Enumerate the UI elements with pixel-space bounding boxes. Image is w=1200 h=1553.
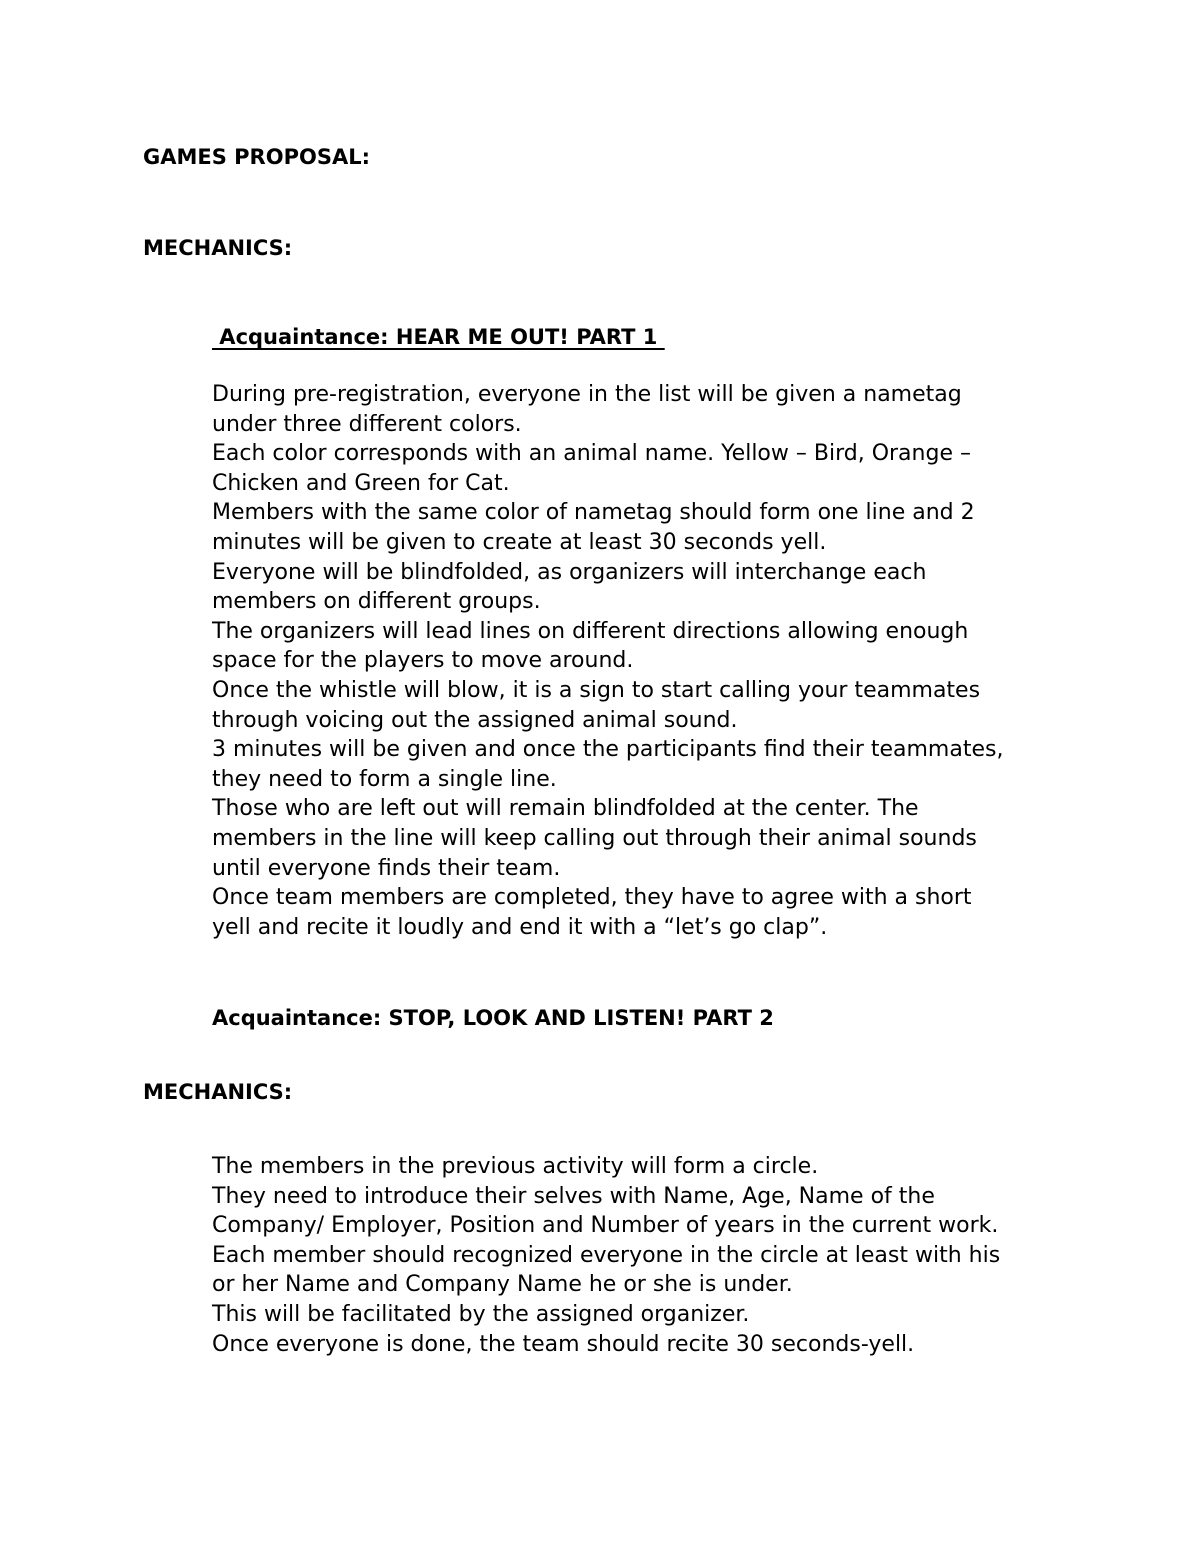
body-line: members on different groups. bbox=[212, 589, 541, 615]
body-line: Those who are left out will remain blindfolded at the center. The bbox=[212, 796, 919, 822]
part1-title-text: Acquaintance: HEAR ME OUT! PART 1 bbox=[212, 325, 665, 349]
body-line: 3 minutes will be given and once the participants find their teammates, bbox=[212, 737, 1004, 763]
body-line: Each color corresponds with an animal name. Yellow – Bird, Orange – bbox=[212, 441, 971, 467]
body-line: Once team members are completed, they have to agree with a short bbox=[212, 885, 972, 911]
body-line: Everyone will be blindfolded, as organizers will interchange each bbox=[212, 559, 927, 585]
body-line: The organizers will lead lines on different directions allowing enough bbox=[212, 618, 969, 644]
part2-mechanics-heading: MECHANICS: bbox=[143, 1080, 293, 1104]
body-line: Each member should recognized everyone in the circle at least with his bbox=[212, 1242, 1001, 1268]
body-line: members in the line will keep calling out through their animal sounds bbox=[212, 825, 977, 851]
body-line: The members in the previous activity will form a circle. bbox=[212, 1154, 819, 1179]
body-line: yell and recite it loudly and end it with a “let’s go clap”. bbox=[212, 914, 828, 940]
body-line: through voicing out the assigned animal sound. bbox=[212, 707, 738, 733]
part1-title bbox=[212, 322, 665, 352]
body-line: until everyone finds their team. bbox=[212, 855, 561, 881]
body-line: or her Name and Company Name he or she is under. bbox=[212, 1272, 793, 1298]
body-line: This will be facilitated by the assigned organizer. bbox=[212, 1301, 750, 1327]
body-line: space for the players to move around. bbox=[212, 648, 634, 674]
body-line: under three different colors. bbox=[212, 411, 522, 437]
mechanics-heading: MECHANICS: bbox=[143, 236, 293, 260]
part2-title: Acquaintance: STOP, LOOK AND LISTEN! PART 2 bbox=[212, 1006, 774, 1030]
part2-body bbox=[212, 1152, 1092, 1359]
body-line: Once everyone is done, the team should recite 30 seconds-yell. bbox=[212, 1331, 915, 1357]
body-line: Company/ Employer, Position and Number of years in the current work. bbox=[212, 1213, 999, 1239]
body-line: Chicken and Green for Cat. bbox=[212, 470, 510, 496]
body-line: During pre-registration, everyone in the list will be given a nametag bbox=[212, 382, 962, 407]
body-line: They need to introduce their selves with Name, Age, Name of the bbox=[212, 1183, 935, 1209]
body-line: minutes will be given to create at least 30 seconds yell. bbox=[212, 529, 827, 555]
body-line: they need to form a single line. bbox=[212, 766, 557, 792]
document-title: GAMES PROPOSAL: bbox=[143, 145, 370, 169]
body-line: Once the whistle will blow, it is a sign to start calling your teammates bbox=[212, 677, 981, 703]
body-line: Members with the same color of nametag should form one line and 2 bbox=[212, 500, 975, 526]
part1-body bbox=[212, 380, 1092, 942]
